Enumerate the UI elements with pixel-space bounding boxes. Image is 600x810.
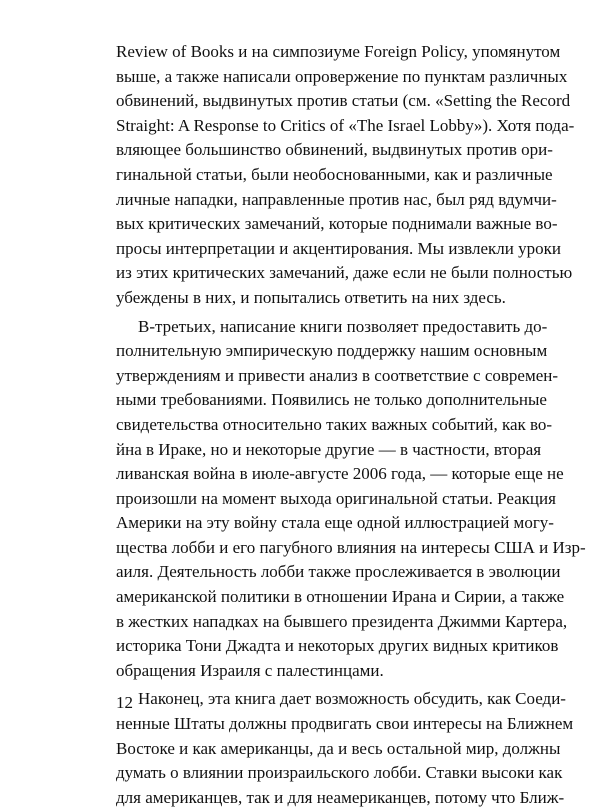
text-line: обвинений, выдвинутых против статьи (см. «Setting the Record bbox=[116, 91, 571, 111]
text-line: личные нападки, направленные против нас, был ряд вдумчи- bbox=[116, 189, 557, 209]
text-line: для американцев, так и для неамериканцев, потому что Ближ- bbox=[116, 787, 565, 807]
text-line: обращения Израиля с палестинцами. bbox=[116, 660, 384, 680]
text-line: американской политики в отношении Ирана и Сирии, а также bbox=[116, 587, 565, 607]
text-line: просы интерпретации и акцентирования. Мы извлекли уроки bbox=[116, 238, 561, 258]
text-line: ненные Штаты должны продвигать свои интересы на Ближнем bbox=[116, 714, 574, 734]
text-line: аиля. Деятельность лобби также прослеживается в эволюции bbox=[116, 562, 561, 582]
text-line: убеждены в них, и попытались ответить на них здесь. bbox=[116, 287, 506, 307]
text-line: свидетельства относительно таких важных событий, как во- bbox=[116, 414, 553, 434]
text-line: в жестких нападках на бывшего президента Джимми Картера, bbox=[116, 611, 568, 631]
text-line: Straight: A Response to Critics of «The Israel Lobby»). Хотя пода- bbox=[116, 115, 575, 135]
text-line: думать о влиянии произраильского лобби. Ставки высоки как bbox=[116, 763, 563, 783]
paragraph bbox=[116, 315, 586, 684]
text-line: Востоке и как американцы, да и весь остальной мир, должны bbox=[116, 738, 561, 758]
page-number: 12 bbox=[116, 693, 133, 712]
text-line: ливанская война в июле-августе 2006 года, — которые еще не bbox=[116, 464, 564, 484]
text-line: вых критических замечаний, которые поднимали важные во- bbox=[116, 214, 558, 234]
paragraph bbox=[116, 687, 574, 810]
body-text bbox=[116, 40, 586, 810]
text-line: Америки на эту войну стала еще одной иллюстрацией могу- bbox=[116, 513, 554, 533]
text-line: Review of Books и на симпозиуме Foreign Policy, упомянутом bbox=[116, 42, 561, 61]
text-line: из этих критических замечаний, даже если не были полностью bbox=[116, 263, 573, 283]
text-line: В-третьих, написание книги позволяет предоставить до- bbox=[138, 316, 548, 336]
paragraph bbox=[116, 40, 575, 311]
text-line: полнительную эмпирическую поддержку нашим основным bbox=[116, 341, 548, 361]
text-line: щества лобби и его пагубного влияния на интересы США и Изр- bbox=[116, 537, 586, 557]
text-line: ными требованиями. Появились не только дополнительные bbox=[116, 390, 547, 410]
text-line: Наконец, эта книга дает возможность обсудить, как Соеди- bbox=[138, 689, 566, 709]
text-line: произошли на момент выхода оригинальной статьи. Реакция bbox=[116, 488, 556, 508]
text-line: утверждениям и привести анализ в соответствие с современ- bbox=[116, 365, 559, 385]
text-line: гинальной статьи, были необоснованными, как и различные bbox=[116, 164, 553, 184]
text-line: йна в Ираке, но и некоторые другие — в частности, вторая bbox=[116, 439, 542, 459]
text-line: выше, а также написали опровержение по пунктам различных bbox=[116, 66, 568, 86]
text-line: вляющее большинство обвинений, выдвинутых против ори- bbox=[116, 140, 553, 160]
text-line: историка Тони Джадта и некоторых других видных критиков bbox=[116, 636, 559, 656]
